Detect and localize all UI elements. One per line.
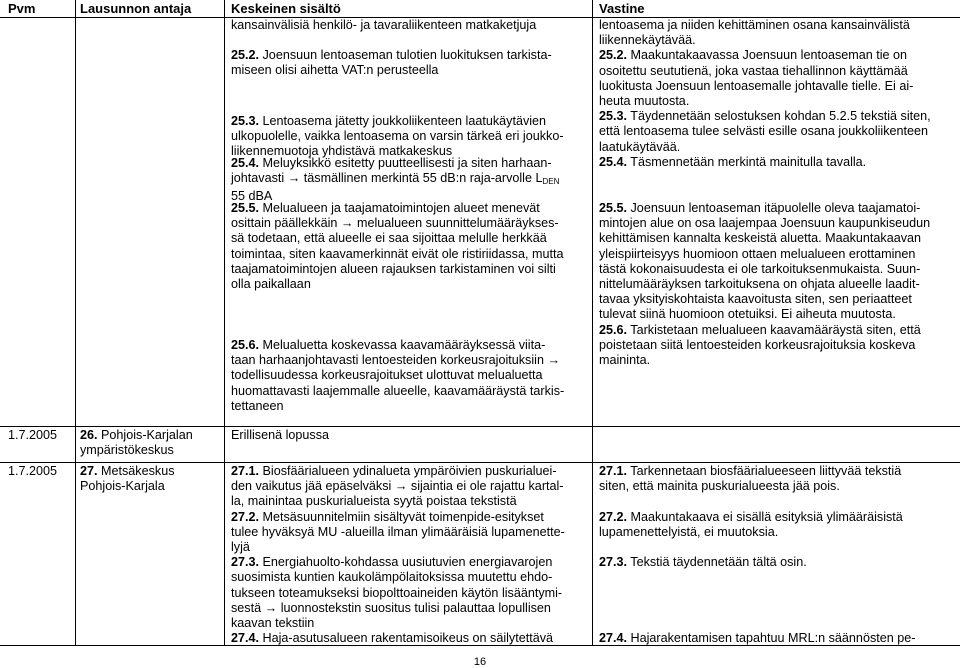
ks-line: taan harhaanjohtavasti lentoesteiden korkeusrajoituksiin → — [231, 353, 561, 368]
row27-pvm: 1.7.2005 — [8, 464, 58, 478]
ks-line: liikennemuotoja yhdistävä matkakeskus — [231, 144, 453, 159]
v-line: heuta muutosta. — [599, 94, 690, 109]
ks-line: kaavan tekstiin — [231, 616, 315, 631]
ks-27 — [231, 464, 577, 646]
v-line: mintojen alue on osa laajempaa Joensuun kaupunkiseudun — [599, 216, 931, 231]
ks-line: tulee hyväksyä MU -alueilla ilman ylimääräisiä lupamenette- — [231, 524, 565, 539]
v-line: siten, että mainita puskurialueesta jää pois. — [599, 479, 840, 494]
v-line: lupamenettelyistä, ei muutoksia. — [599, 525, 779, 540]
table-header — [0, 0, 960, 18]
header-lausunnon-antaja: Lausunnon antaja — [80, 1, 192, 16]
ks-line: sä todetaan, että alueelle ei saa sijoittaa melulle herkkää — [231, 231, 547, 246]
ks-line: tukseen toteamukseksi biopolttoaineiden käytön lisääntymi- — [231, 585, 563, 600]
header-keskeinen-sisalto: Keskeinen sisältö — [231, 1, 341, 16]
v-27-3 — [599, 555, 954, 570]
v-25-block1 — [599, 18, 954, 170]
ks-line: toimintaa, siten kaavamerkinnät eivät ole ristiriidassa, mutta — [231, 246, 564, 261]
v-line: laatukäytävää. — [599, 139, 681, 154]
v-line: tavaa yksityiskohtaista kaavoitusta siten, sen periaatteet — [599, 292, 912, 307]
ks-line: osittain päällekkäin → melualueen suunnittelumääräykses- — [231, 216, 559, 231]
ks-line: sestä → luonnostekstin suositus tulisi palauttaa lopullisen — [231, 600, 551, 615]
v-line: maininta. — [599, 353, 651, 368]
ks-line: lyjä — [231, 540, 250, 555]
v-line: 27.4. Hajarakentamisen tapahtuu MRL:n säännösten pe- — [599, 631, 916, 645]
column-divider — [224, 0, 225, 645]
ks-line: 25.5. Melualueen ja taajamatoimintojen alueet menevät — [231, 201, 540, 215]
header-vastine: Vastine — [599, 1, 645, 16]
ks-line: ulkopuolelle, vaikka lentoasema on varsin tärkeä eri joukko- — [231, 129, 564, 144]
v-27-2 — [599, 510, 954, 540]
ks-line: 27.2. Metsäsuunnitelmiin sisältyvät toimenpide-esitykset — [231, 509, 544, 524]
row26-pvm: 1.7.2005 — [8, 428, 58, 442]
v-27-4 — [599, 631, 954, 646]
row27-lausunnon-antaja: 27. Metsäkeskus Pohjois-Karjala — [80, 464, 175, 494]
v-25-5 — [599, 201, 954, 368]
v-line: poistetaan siitä lentoesteiden korkeusrajoituksia koskeva — [599, 337, 916, 352]
row26-keskeinen-sisalto: Erillisenä lopussa — [231, 428, 330, 442]
v-line: lentoasema ja niiden kehittäminen osana kansainvälistä — [599, 18, 910, 32]
header-pvm: Pvm — [8, 1, 36, 16]
ks-line: la, mainintaa puskurialueista syytä poistaa tekstistä — [231, 494, 517, 509]
ks-line: kansainvälisiä henkilö- ja tavaraliikenteen matkaketjuja — [231, 18, 537, 32]
ks-line: 25.4. Meluyksikkö esitetty puutteellisesti ja siten harhaan- — [231, 156, 552, 170]
v-line: liikennekäytävää. — [599, 33, 696, 48]
v-line: kehittämisen kannalta keskeistä aluetta. Maakuntakaavan — [599, 231, 922, 246]
v-line: 25.4. Täsmennetään merkintä mainitulla tavalla. — [599, 154, 867, 169]
v-line: luokitusta Joensuun lentoasemalle johtavalle tielle. Ei ai- — [599, 78, 914, 93]
column-divider — [75, 0, 76, 645]
v-line: osoitettu seututienä, joka vastaa tiehallinnon käyttämää — [599, 63, 908, 78]
ks-line: huomattavasti laajemmalle alueelle, kaavamääräystä tarkis- — [231, 383, 565, 398]
page-number: 16 — [473, 656, 487, 668]
column-divider — [592, 0, 593, 645]
v-line: tulevat siinä huomioon otetuiksi. Ei aiheuta muutosta. — [599, 307, 896, 322]
v-line: 27.1. Tarkennetaan biosfäärialueeseen liittyvää tekstiä — [599, 464, 902, 478]
ks-line: olla paikallaan — [231, 277, 311, 292]
v-line: 25.5. Joensuun lentoaseman itäpuolelle oleva taajamatoi- — [599, 201, 921, 215]
ks-line: 27.3. Energiahuolto-kohdassa uusiutuvien energiavarojen — [231, 555, 553, 570]
ks-line: 55 dBA — [231, 189, 273, 204]
ks-line: 25.3. Lentoasema jätetty joukkoliikenteen laatukäytävien — [231, 114, 547, 128]
ks-line: 27.4. Haja-asutusalueen rakentamisoikeus on säilytettävä — [231, 631, 554, 646]
v-line: 25.2. Maakuntakaavassa Joensuun lentoaseman tie on — [599, 48, 908, 63]
ks-25-5 — [231, 201, 577, 292]
v-line: 25.3. Täydennetään selostuksen kohdan 5.2.5 tekstiä siten, — [599, 109, 931, 124]
ks-line: miseen olisi aihetta VAT:n perusteella — [231, 63, 439, 78]
ks-25-block1 — [231, 18, 577, 79]
ks-25-6 — [231, 338, 577, 414]
ks-line: johtavasti → täsmällinen merkintä 55 dB:n raja-arvolle $L_{DEN}$ — [231, 171, 560, 187]
v-line: nittelumääräyksen tarkoituksena on ohjata alueelle laadit- — [599, 277, 920, 292]
v-line: yleispiirteisyys huomioon ottaen melualueen erottaminen — [599, 246, 916, 261]
ks-line: suosimista kuntien kaukolämpölaitoksissa muutettu ehdo- — [231, 570, 553, 585]
v-line: 27.2. Maakuntakaava ei sisällä esityksiä ylimääräisistä — [599, 510, 903, 524]
ks-line: den vaikutus jää epäselväksi → sijaintia ei ole rajattu kartal- — [231, 479, 564, 494]
ks-line: todellisuudessa korkeusrajoitukset ulottuvat melualuetta — [231, 368, 543, 383]
ks-25-3 — [231, 114, 577, 160]
row-divider — [0, 462, 960, 463]
row26-lausunnon-antaja: 26. Pohjois-Karjalan ympäristökeskus — [80, 428, 193, 458]
ks-line: 25.2. Joensuun lentoaseman tulotien luokituksen tarkista- — [231, 48, 552, 63]
row-divider — [0, 426, 960, 427]
v-line: 25.6. Tarkistetaan melualueen kaavamääräystä siten, että — [599, 322, 921, 337]
ks-line: taajamatoimintojen alueen rajauksen tarkistaminen voi silti — [231, 261, 556, 276]
ks-line: 27.1. Biosfäärialueen ydinalueta ympäröivien puskurialuei- — [231, 464, 557, 478]
ks-line: tettaneen — [231, 398, 284, 413]
v-27-1 — [599, 464, 954, 494]
v-line: 27.3. Tekstiä täydennetään tältä osin. — [599, 555, 807, 569]
ks-line: 25.6. Melualuetta koskevassa kaavamääräyksessä viita- — [231, 338, 546, 352]
v-line: tästä kokonaisuudesta ei ole tarkoituksenmukaista. Suun- — [599, 261, 921, 276]
ks-25-4 — [231, 156, 577, 205]
v-line: että lentoasema tulee selvästi esille osana joukkoliikenteen — [599, 124, 929, 139]
